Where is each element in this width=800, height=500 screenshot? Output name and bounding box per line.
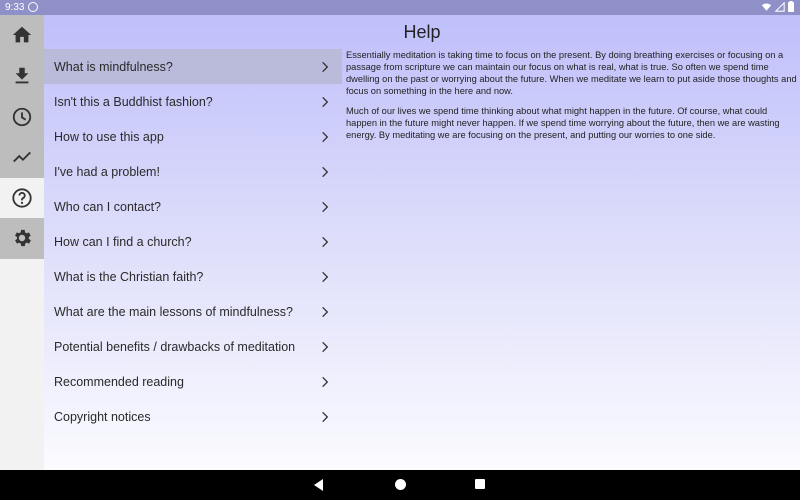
sync-icon [28,2,38,12]
help-topic-item[interactable] [44,364,342,399]
page-title: Help [403,22,441,42]
chevron-right-icon [318,410,332,424]
home-circle-icon[interactable] [395,479,406,490]
help-topic-list [44,49,342,434]
recents-icon[interactable] [475,479,485,489]
help-topic-label: Copyright notices [54,409,151,424]
help-button[interactable] [0,178,44,218]
help-topic-label: Isn't this a Buddhist fashion? [54,94,213,109]
system-nav-bar [0,470,800,500]
status-time: 9:33 [5,2,25,13]
status-icons [761,1,794,12]
article-paragraph: Much of our lives we spend time thinking about what might happen in the future. Of course, what could happen in the future might never happen. If we spend time worrying about the future, then we are wasting energy. By meditating we are focusing on the present, and putting our worries to one side. [346,106,780,140]
history-button[interactable] [0,97,44,137]
settings-button[interactable] [0,218,44,258]
clock-icon [11,106,33,128]
help-topic-item[interactable] [44,189,342,224]
help-topic-item[interactable] [44,84,342,119]
help-topic-label: Potential benefits / drawbacks of meditation [54,339,296,354]
help-topic-label: What is mindfulness? [54,59,173,74]
chevron-right-icon [318,305,332,319]
wifi-icon [761,2,772,12]
signal-icon [775,2,785,12]
help-topic-label: How can I find a church? [54,234,192,249]
nav-rail [0,15,44,470]
article-paragraph: Essentially meditation is taking time to focus on the present. By doing breathing exercises or focusing on a passage from scripture we can maintain our focus on what is real, what is true. So often we spend time dwelling on the past or worrying about the future. When we meditate we learn to put aside those thoughts and focus on something in the here and now. [346,50,797,96]
help-topic-item[interactable] [44,154,342,189]
chevron-right-icon [318,235,332,249]
help-topic-label: What are the main lessons of mindfulness? [54,304,294,319]
chevron-right-icon [318,95,332,109]
chevron-right-icon [318,375,332,389]
help-topic-item[interactable] [44,329,342,364]
download-icon [11,65,33,87]
battery-icon [788,1,794,12]
gear-icon [11,227,33,249]
home-button[interactable] [0,15,44,55]
help-topic-label: I've had a problem! [54,164,160,179]
help-topic-item[interactable] [44,49,342,84]
status-bar [0,0,800,15]
chevron-right-icon [318,340,332,354]
chevron-right-icon [318,270,332,284]
help-topic-label: Who can I contact? [54,199,162,214]
help-topic-item[interactable] [44,224,342,259]
help-icon [11,187,33,209]
help-screen [44,15,800,470]
help-topic-label: Recommended reading [54,374,184,389]
chevron-right-icon [318,200,332,214]
help-article [346,49,800,149]
chevron-right-icon [318,60,332,74]
help-topic-item[interactable] [44,259,342,294]
help-topic-item[interactable] [44,119,342,154]
help-topic-label: What is the Christian faith? [54,269,204,284]
chevron-right-icon [318,130,332,144]
help-topic-item[interactable] [44,399,342,434]
download-button[interactable] [0,56,44,96]
home-icon [11,24,33,46]
stats-button[interactable] [0,137,44,177]
back-icon[interactable] [314,479,323,491]
chevron-right-icon [318,165,332,179]
help-topic-item[interactable] [44,294,342,329]
help-topic-label: How to use this app [54,129,164,144]
trend-icon [11,146,33,168]
